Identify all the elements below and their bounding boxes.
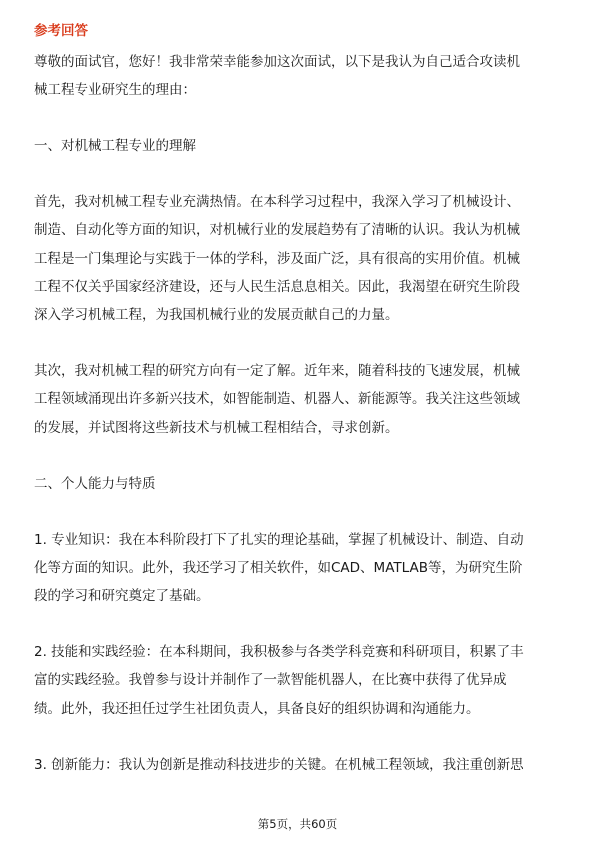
paragraph-line: 深入学习机械工程，为我国机械行业的发展贡献自己的力量。 [34,307,399,323]
paragraph-line: 工程领域涌现出许多新兴技术，如智能制造、机器人、新能源等。我关注这些领域 [34,391,520,407]
paragraph-line: 尊敬的面试官，您好！我非常荣幸能参加这次面试，以下是我认为自己适合攻读机 [34,54,520,70]
paragraph-line: 绩。此外，我还担任过学生社团负责人，具备良好的组织协调和沟通能力。 [34,701,480,717]
section-heading: 一、对机械工程专业的理解 [34,138,196,154]
paragraph-line: 1. 专业知识：我在本科阶段打下了扎实的理论基础，掌握了机械设计、制造、自动 [34,532,524,548]
paragraph-line: 富的实践经验。我曾参与设计并制作了一款智能机器人，在比赛中获得了优异成 [34,672,507,688]
section-heading: 二、个人能力与特质 [34,476,156,492]
paragraph-line: 2. 技能和实践经验：在本科期间，我积极参与各类学科竞赛和科研项目，积累了丰 [34,644,524,660]
answer-heading: 参考回答 [34,23,88,39]
paragraph-line: 其次，我对机械工程的研究方向有一定了解。近年来，随着科技的飞速发展，机械 [34,363,520,379]
paragraph-line: 制造、自动化等方面的知识，对机械行业的发展趋势有了清晰的认识。我认为机械 [34,222,520,238]
paragraph-line: 工程不仅关乎国家经济建设，还与人民生活息息相关。因此，我渴望在研究生阶段 [34,279,520,295]
page-number: 第5页，共60页 [257,817,338,831]
paragraph-line: 化等方面的知识。此外，我还学习了相关软件，如CAD、MATLAB等，为研究生阶 [34,560,523,576]
paragraph-line: 段的学习和研究奠定了基础。 [34,588,210,604]
paragraph-line: 首先，我对机械工程专业充满热情。在本科学习过程中，我深入学习了机械设计、 [34,194,520,210]
paragraph-line: 工程是一门集理论与实践于一体的学科，涉及面广泛，具有很高的实用价值。机械 [34,251,520,267]
paragraph-line: 3. 创新能力：我认为创新是推动科技进步的关键。在机械工程领域，我注重创新思 [34,757,524,773]
paragraph-line: 械工程专业研究生的理由： [34,82,196,98]
paragraph-line: 的发展，并试图将这些新技术与机械工程相结合，寻求创新。 [34,420,399,436]
